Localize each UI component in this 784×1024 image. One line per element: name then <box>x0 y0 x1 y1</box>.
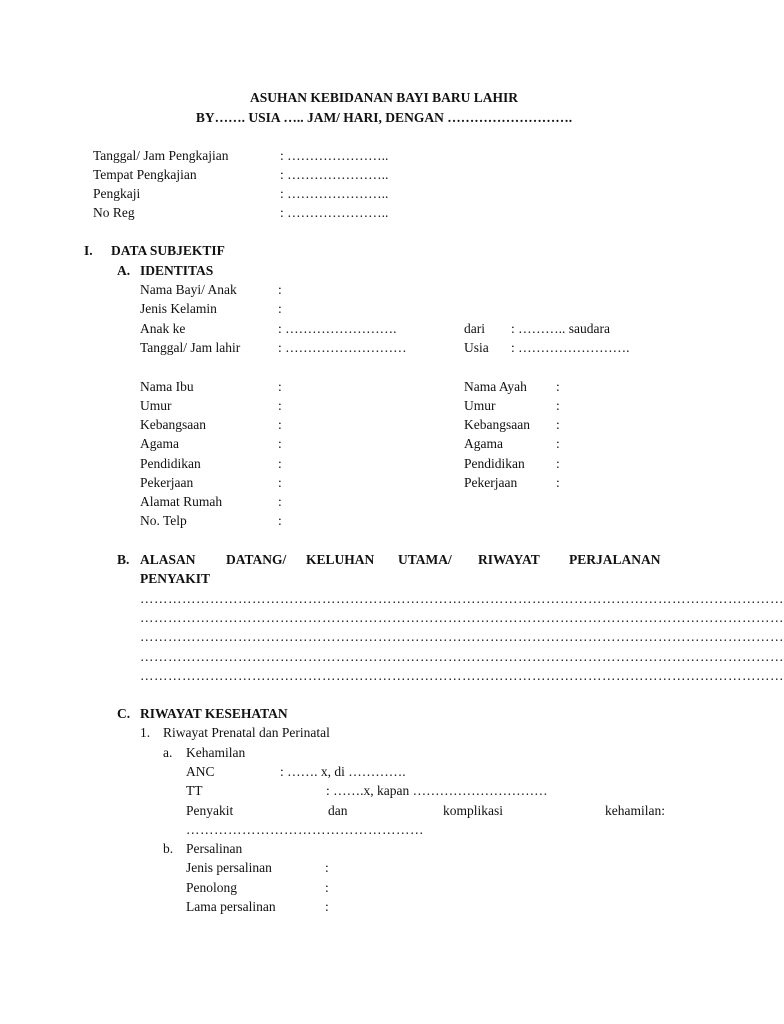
field-value: : ……. x, di …………. <box>280 764 406 779</box>
field-label: Nama Ibu <box>140 379 194 394</box>
subsection-letter: A. <box>117 263 131 278</box>
justified-word: komplikasi <box>443 803 503 818</box>
field-value: : <box>278 417 282 432</box>
dotted-answer-line: ………………………………………………………………………………………………………………………… <box>140 668 784 683</box>
list-item: Riwayat Prenatal dan Perinatal <box>163 725 330 740</box>
justified-word: dan <box>328 803 348 818</box>
subsection-heading-word: PERJALANAN <box>569 552 661 567</box>
dotted-answer-line: ………………………………………………………………………………………………………………………… <box>140 629 784 644</box>
dotted-answer-line: ………………………………………………………………………………………………………………………… <box>140 649 784 664</box>
field-value: : <box>278 436 282 451</box>
field-value: : ……………………. <box>278 321 397 336</box>
subsection-heading-line2: PENYAKIT <box>140 571 211 586</box>
subsection-heading: IDENTITAS <box>140 263 214 278</box>
field-value: : <box>278 398 282 413</box>
field-label: TT <box>186 783 203 798</box>
field-label: Nama Bayi/ Anak <box>140 282 237 297</box>
field-label: dari <box>464 321 485 336</box>
field-label: Jenis Kelamin <box>140 301 217 316</box>
justified-word: kehamilan: <box>605 803 665 818</box>
list-item: Persalinan <box>186 841 243 856</box>
field-label: Kebangsaan <box>140 417 206 432</box>
field-label: No Reg <box>93 205 135 220</box>
field-value: : <box>556 398 560 413</box>
subsection-heading-word: RIWAYAT <box>478 552 540 567</box>
field-value: : <box>278 379 282 394</box>
list-item: Kehamilan <box>186 745 246 760</box>
list-letter: a. <box>163 745 173 760</box>
field-value: : ……………………. <box>511 340 630 355</box>
field-value: : <box>325 860 329 875</box>
dotted-answer-line: …………………………………………… <box>186 822 424 837</box>
field-label: Nama Ayah <box>464 379 527 394</box>
field-value: : ………………….. <box>280 186 389 201</box>
list-number: 1. <box>140 725 151 740</box>
field-label: Pendidikan <box>140 456 201 471</box>
field-value: : <box>556 475 560 490</box>
field-value: : <box>556 417 560 432</box>
field-label: Usia <box>464 340 489 355</box>
subsection-heading-word: UTAMA/ <box>398 552 452 567</box>
field-label: Kebangsaan <box>464 417 530 432</box>
field-label: Penolong <box>186 880 238 895</box>
field-value: : <box>556 436 560 451</box>
field-label: Lama persalinan <box>186 899 276 914</box>
field-value: : <box>278 513 282 528</box>
field-label: Agama <box>140 436 179 451</box>
dotted-answer-line: ………………………………………………………………………………………………………………………… <box>140 610 784 625</box>
subsection-heading-word: DATANG/ <box>226 552 287 567</box>
field-label: Umur <box>140 398 172 413</box>
field-label: No. Telp <box>140 513 187 528</box>
field-label: Tanggal/ Jam lahir <box>140 340 241 355</box>
field-value: : ………………….. <box>280 148 389 163</box>
field-label: Anak ke <box>140 321 186 336</box>
dotted-answer-line: ………………………………………………………………………………………………………………………… <box>140 591 784 606</box>
subsection-heading: RIWAYAT KESEHATAN <box>140 706 288 721</box>
document-title: ASUHAN KEBIDANAN BAYI BARU LAHIR <box>249 90 519 105</box>
field-value: : ………………….. <box>280 167 389 182</box>
justified-word: Penyakit <box>186 803 234 818</box>
section-numeral: I. <box>84 243 93 258</box>
field-label: Tempat Pengkajian <box>93 167 197 182</box>
field-value: : <box>325 899 329 914</box>
field-label: Jenis persalinan <box>186 860 272 875</box>
field-label: ANC <box>186 764 215 779</box>
document-subtitle: BY……. USIA ….. JAM/ HARI, DENGAN ………………………. <box>195 110 573 125</box>
subsection-heading-word: ALASAN <box>140 552 196 567</box>
field-value: : ………………….. <box>280 205 389 220</box>
field-label: Pekerjaan <box>140 475 194 490</box>
field-label: Pendidikan <box>464 456 525 471</box>
field-label: Pekerjaan <box>464 475 518 490</box>
field-value: : ……….. saudara <box>511 321 610 336</box>
field-label: Tanggal/ Jam Pengkajian <box>93 148 229 163</box>
field-value: : <box>556 379 560 394</box>
section-heading: DATA SUBJEKTIF <box>111 243 225 258</box>
field-value: : …….x, kapan ………………………… <box>326 783 548 798</box>
subsection-heading-word: KELUHAN <box>306 552 375 567</box>
field-label: Pengkaji <box>93 186 141 201</box>
field-label: Alamat Rumah <box>140 494 223 509</box>
field-value: : <box>278 494 282 509</box>
field-value: : <box>278 475 282 490</box>
list-letter: b. <box>163 841 174 856</box>
field-value: : <box>278 456 282 471</box>
field-value: : <box>278 301 282 316</box>
field-value: : <box>325 880 329 895</box>
subsection-letter: B. <box>117 552 130 567</box>
field-label: Agama <box>464 436 503 451</box>
field-label: Umur <box>464 398 496 413</box>
field-value: : ……………………… <box>278 340 407 355</box>
field-value: : <box>556 456 560 471</box>
field-value: : <box>278 282 282 297</box>
subsection-letter: C. <box>117 706 131 721</box>
